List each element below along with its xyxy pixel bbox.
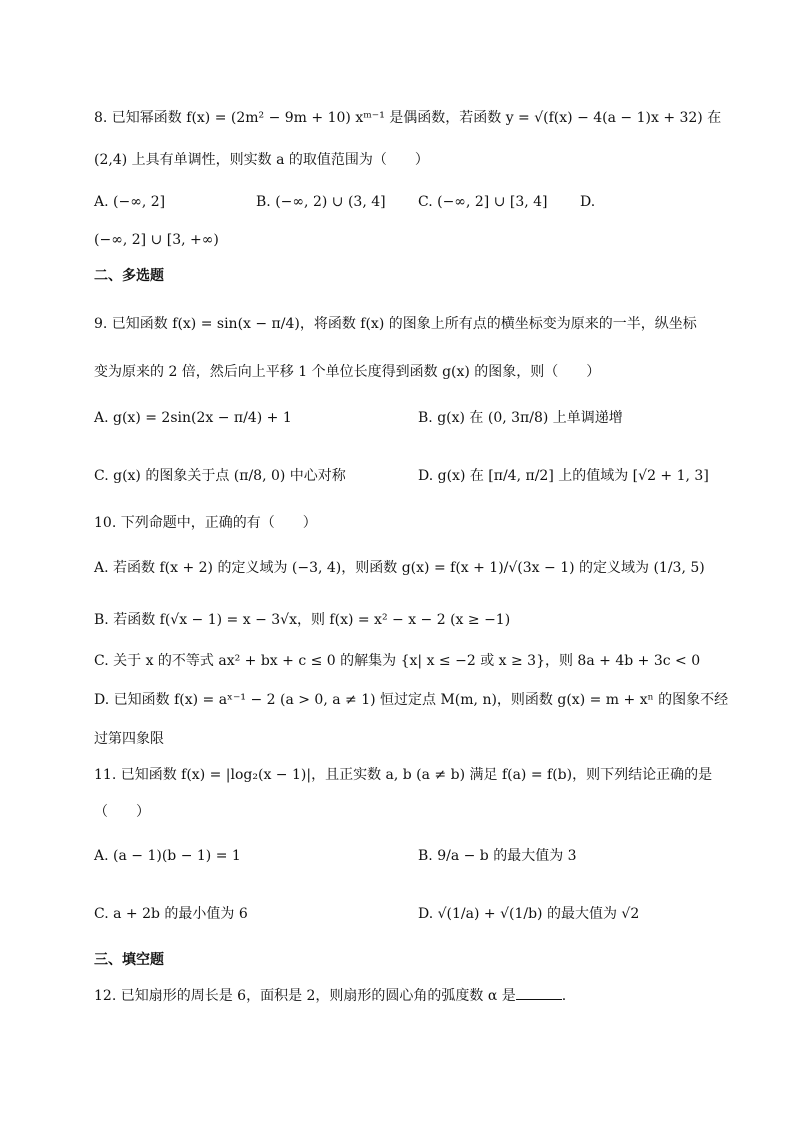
q8-line1: 8. 已知幂函数 f(x) = (2m² − 9m + 10) xᵐ⁻¹ 是偶函数，若函数 y = √(f(x) − 4(a − 1)x + 32) 在 — [94, 110, 722, 126]
q10-option-b: B. 若函数 f(√x − 1) = x − 3√x，则 f(x) = x² − x − 2 (x ≥ −1) — [94, 612, 511, 628]
q10-option-c: C. 关于 x 的不等式 ax² + bx + c ≤ 0 的解集为 {x| x ≤ −2 或 x ≥ 3}，则 8a + 4b + 3c < 0 — [94, 653, 701, 669]
q9-line1: 9. 已知函数 f(x) = sin(x − π/4)，将函数 f(x) 的图象上所有点的横坐标变为原来的一半，纵坐标 — [94, 316, 697, 332]
q8-option-d: D. — [580, 194, 596, 210]
q10-stem: 10. 下列命题中，正确的有（ ） — [94, 515, 317, 531]
q9-option-a: A. g(x) = 2sin(2x − π/4) + 1 — [94, 410, 292, 426]
section-heading-fill-blank: 三、填空题 — [94, 952, 164, 968]
q11-option-b: B. 9/a − b 的最大值为 3 — [418, 848, 577, 864]
q10-option-d-line1: D. 已知函数 f(x) = aˣ⁻¹ − 2 (a > 0, a ≠ 1) 恒过定点 M(m, n)，则函数 g(x) = m + xⁿ 的图象不经 — [94, 692, 729, 708]
q9-option-d: D. g(x) 在 [π/4, π/2] 上的值域为 [√2 + 1, 3] — [418, 468, 709, 484]
q8-line2: (2,4) 上具有单调性，则实数 a 的取值范围为（ ） — [94, 152, 429, 168]
q9-option-b: B. g(x) 在 (0, 3π/8) 上单调递增 — [418, 410, 623, 426]
q12-end: . — [561, 988, 567, 1004]
section-heading-multi-choice: 二、多选题 — [94, 268, 164, 284]
q11-line1: 11. 已知函数 f(x) = |log₂(x − 1)|，且正实数 a, b (a ≠ b) 满足 f(a) = f(b)，则下列结论正确的是 — [94, 767, 713, 783]
q10-option-a: A. 若函数 f(x + 2) 的定义域为 (−3, 4)，则函数 g(x) = f(x + 1)/√(3x − 1) 的定义域为 (1/3, 5) — [94, 560, 705, 576]
q11-option-a: A. (a − 1)(b − 1) = 1 — [94, 848, 241, 864]
q11-option-d: D. √(1/a) + √(1/b) 的最大值为 √2 — [418, 906, 640, 922]
q10-option-d-line2: 过第四象限 — [94, 731, 164, 747]
q11-line2: （ ） — [94, 804, 150, 820]
answer-blank — [516, 987, 562, 1000]
q12-text: 12. 已知扇形的周长是 6，面积是 2，则扇形的圆心角的弧度数 α 是 — [94, 988, 516, 1004]
q8-option-a: A. (−∞, 2] — [94, 194, 166, 210]
q9-option-c: C. g(x) 的图象关于点 (π/8, 0) 中心对称 — [94, 468, 346, 484]
q8-option-c: C. (−∞, 2] ∪ [3, 4] — [418, 194, 548, 210]
q8-option-b: B. (−∞, 2) ∪ (3, 4] — [256, 194, 386, 210]
q11-option-c: C. a + 2b 的最小值为 6 — [94, 906, 248, 922]
q9-line2: 变为原来的 2 倍，然后向上平移 1 个单位长度得到函数 g(x) 的图象，则（ ） — [94, 364, 601, 380]
q12-line — [94, 986, 566, 1006]
q8-option-d-value: (−∞, 2] ∪ [3, +∞) — [94, 232, 219, 248]
